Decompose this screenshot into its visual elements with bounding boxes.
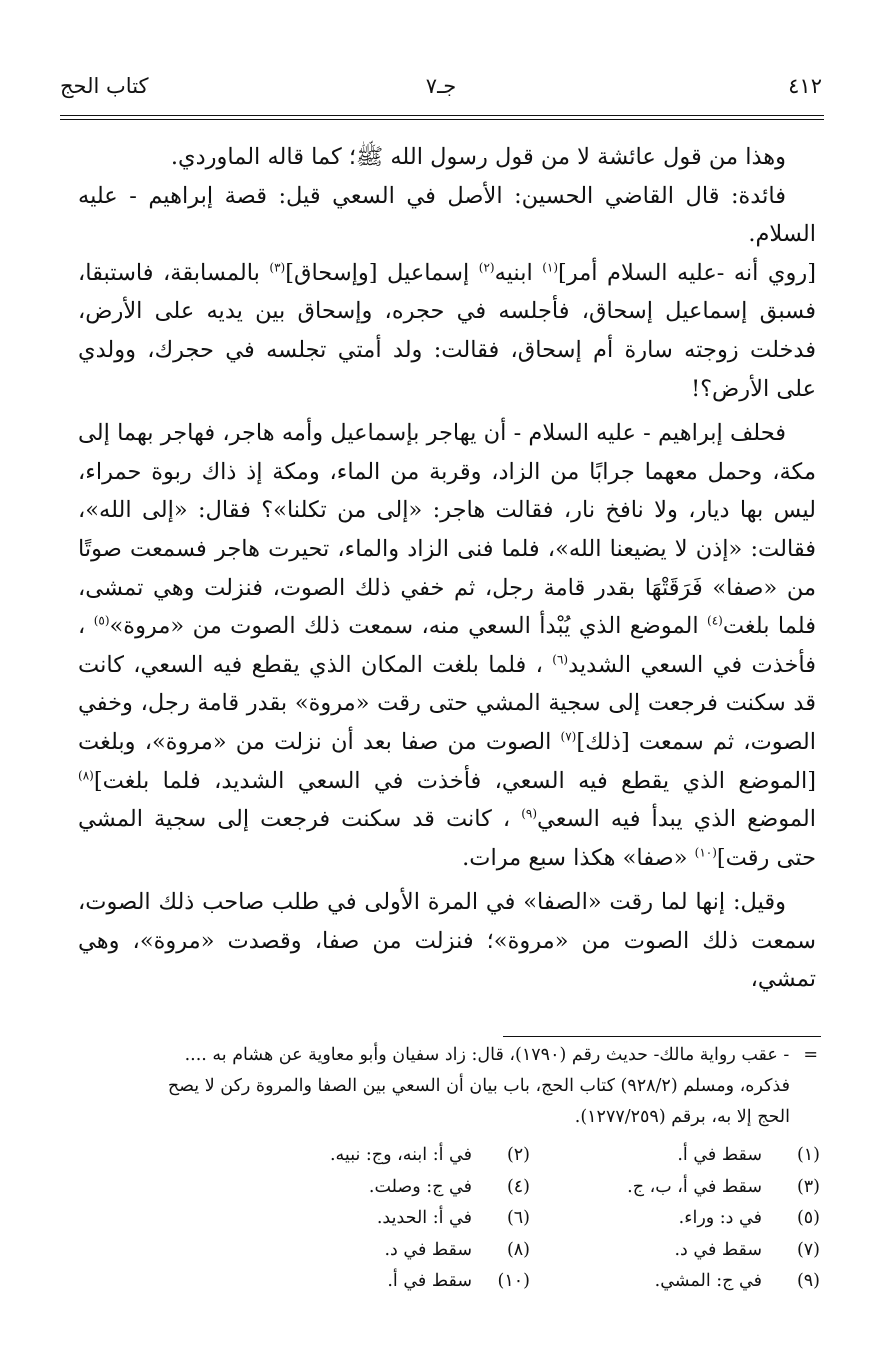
paragraph-3 [78,254,816,408]
footnote-3 [530,1172,820,1204]
footnote-8 [240,1235,530,1267]
footnote-text: في أ: الحديد. [376,1208,472,1228]
footnote-continuation-line-3: الحج إلا به، برقم (١٢٧٧/٢٥٩). [574,1107,790,1127]
text-run: ، فأخذت في السعي الشديد [78,613,816,678]
text-run: بالمسابقة، فاستبقا، فسبق إسماعيل إسحاق، فأجلسه في حجره، وإسحاق بين يديه على الأرض، فدخلت زوجته سارة أم إسحاق، فقالت: ولد أمتي تجلسه في حجرك، وولدي على الأرض؟! [78,259,816,402]
text-run: [روي أنه -عليه السلام أمر] [558,259,817,286]
footnote-ref-10[interactable]: (١٠) [694,845,717,860]
text-run: الصوت من صفا بعد أن نزلت من «مروة»، وبلغت [الموضع الذي يقطع فيه السعي، فأخذت في السعي الشديد، فلما بلغت] [78,728,816,794]
text-run: فحلف إبراهيم - عليه السلام - أن يهاجر بإسماعيل وأمه هاجر، فهاجر بهما إلى مكة، وحمل معهما جرابًا من الزاد، وقربة من الماء، ومكة إذ ذاك ربوة حمراء، ليس بها ديار، ولا نافخ نار، فقالت هاجر: «إلى من تكلنا»؟ فقال: «إلى الله»، فقالت: «إذن لا يضيعنا الله»، فلما فنى الزاد والماء، تحيرت هاجر فسمعت صوتًا من «صفا» فَرَقَتْهَا بقدر قامة رجل، ثم خفي ذلك الصوت، فنزلت وهي تمشى، فلما بلغت [78,420,816,640]
footnote-row [240,1266,820,1298]
text-run: إسماعيل [وإسحاق] [285,259,479,286]
footnote-ref-5[interactable]: (٥) [93,613,110,628]
footnote-text: سقط في أ. [677,1145,762,1165]
paragraph-1: وهذا من قول عائشة لا من قول رسول الله ﷺ؛ كما قاله الماوردي. [170,144,786,170]
footnote-number: (٢) [506,1145,530,1165]
volume-label: جـ٧ [425,74,457,98]
text-run: الموضع الذي يُبْدأ السعي منه، سمعت ذلك الصوت من «مروة» [109,613,708,640]
footnote-ref-7[interactable]: (٧) [560,729,577,744]
footnote-number: (٩) [796,1271,820,1291]
footnote-text: في أ: ابنه، وج: نبيه. [329,1145,472,1165]
main-text [78,138,816,999]
footnote-text: سقط في أ، ب، ج. [627,1176,762,1197]
footnote-6 [240,1203,530,1235]
text-run: ابنيه [494,259,543,286]
paragraph-2: فائدة: قال القاضي الحسين: الأصل في السعي قيل: قصة إبراهيم - عليه السلام. [78,182,816,248]
footnote-10 [240,1266,530,1298]
text-run: «صفا» هكذا سبع مرات. [462,844,695,871]
footnote-number: (١٠) [497,1271,530,1291]
footnote-number: (٣) [796,1176,820,1197]
footnote-number: (٨) [506,1239,530,1260]
footnote-row [240,1140,820,1172]
footnote-row [240,1235,820,1267]
paragraph-4 [78,414,816,877]
footnote-continuation-line-1 [78,1040,818,1071]
footnote-continuation [78,1040,818,1133]
footnote-text: سقط في د. [384,1239,472,1260]
footnote-text: في ج: وصلت. [368,1176,472,1197]
footnote-ref-2[interactable]: (٢) [478,260,495,275]
footnote-row [240,1203,820,1235]
header-rule [60,115,824,116]
book-title: كتاب الحج [60,74,149,98]
running-header [60,72,822,102]
footnote-ref-8[interactable]: (٨) [78,768,94,782]
footnote-text: سقط في د. [674,1239,762,1260]
footnote-ref-1[interactable]: (١) [542,260,559,275]
continuation-marker: = [803,1045,818,1065]
header-rule-thin [60,119,824,120]
continuation-text: - عقب رواية مالك- حديث رقم (١٧٩٠)، قال: زاد سفيان وأبو معاوية عن هشام به .... [184,1045,790,1065]
page-number: ٤١٢ [788,74,822,98]
footnote-number: (٤) [506,1176,530,1197]
text-run: ، فلما بلغت المكان الذي يقطع فيه السعي، كانت قد سكنت فرجعت إلى سجية المشي حتى رقت «مروة» بقدر قامة رجل، وخفي الصوت، ثم سمعت [ذلك] [78,651,816,755]
footnote-text: في د: وراء. [678,1208,762,1228]
footnote-ref-3[interactable]: (٣) [269,260,286,275]
footnote-ref-9[interactable]: (٩) [521,806,538,821]
footnote-text: سقط في أ. [387,1271,472,1291]
footnote-4 [240,1172,530,1204]
footnote-7 [530,1235,820,1267]
footnote-ref-6[interactable]: (٦) [552,652,569,667]
paragraph-5: وقيل: إنها لما رقت «الصفا» في المرة الأولى في طلب صاحب ذلك الصوت، سمعت ذلك الصوت من «مروة»؛ فنزلت من صفا، وقصدت «مروة»، وهي تمشي، [78,889,816,993]
footnotes-list [240,1140,820,1298]
footnote-number: (٧) [796,1239,820,1260]
footnote-ref-4[interactable]: (٤) [707,613,723,628]
text-run: ، كانت قد سكنت فرجعت إلى سجية المشي حتى رقت] [78,806,816,871]
footnote-2 [240,1140,530,1172]
footnote-number: (١) [796,1145,820,1165]
footnote-5 [530,1203,820,1235]
footnote-9 [530,1266,820,1298]
footnote-number: (٦) [506,1208,530,1228]
footnote-row [240,1172,820,1204]
text-run: الموضع الذي يبدأ فيه السعي [537,806,816,833]
footnote-text: في ج: المشي. [654,1271,762,1291]
footnote-1 [530,1140,820,1172]
footnote-continuation-line-2: فذكره، ومسلم (٩٢٨/٢) كتاب الحج، باب بيان أن السعي بين الصفا والمروة ركن لا يصح [167,1076,790,1096]
footnote-number: (٥) [796,1208,820,1228]
footnote-separator [503,1036,821,1037]
